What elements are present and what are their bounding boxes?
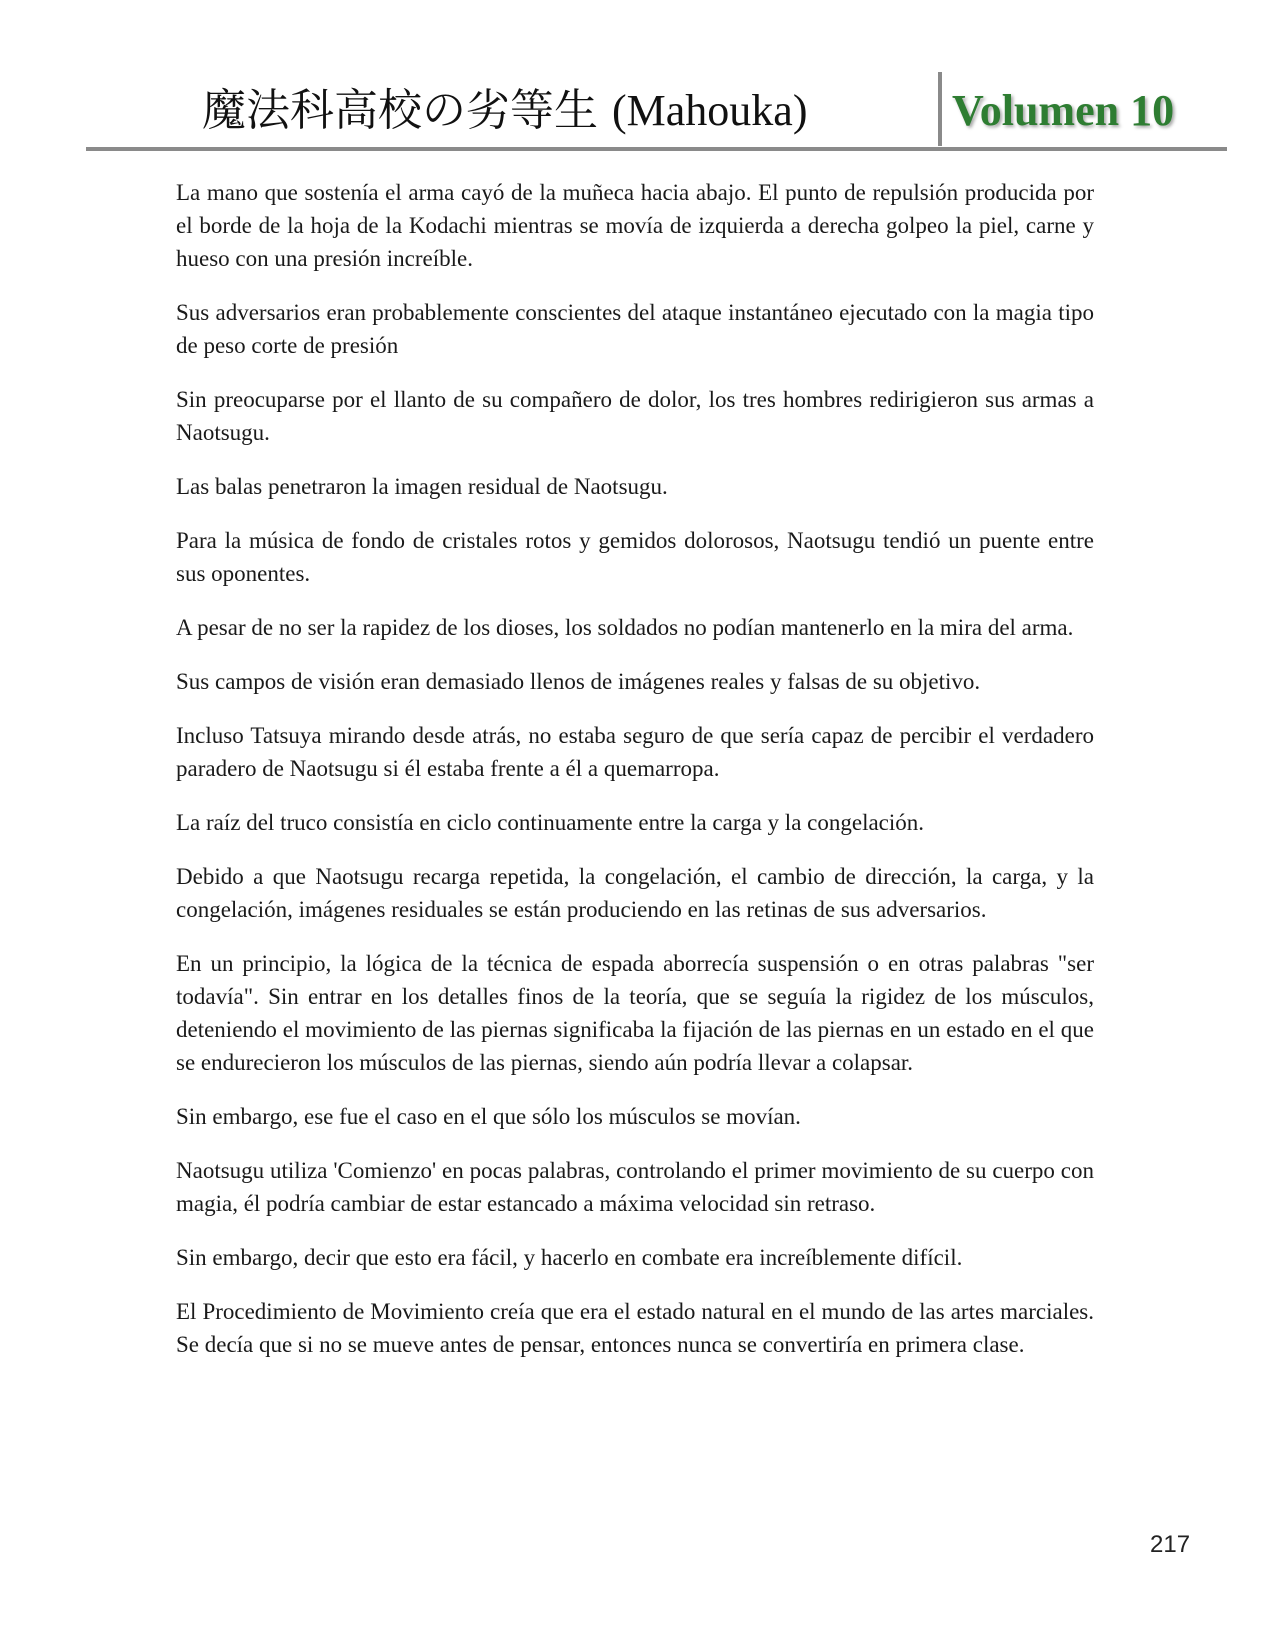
paragraph: Sus adversarios eran probablemente conscientes del ataque instantáneo ejecutado con la magia tipo de peso corte de presión	[176, 300, 1094, 358]
body-text	[176, 176, 1094, 1382]
series-title	[202, 78, 808, 144]
paragraph: Sus campos de visión eran demasiado llenos de imágenes reales y falsas de su objetivo.	[176, 669, 981, 694]
volume-label: Volumen 10	[952, 86, 1175, 135]
paragraph: En un principio, la lógica de la técnica de espada aborrecía suspensión o en otras palabras "ser todavía". Sin entrar en los detalles finos de la teoría, que se seguía la rigidez de los músculos, deteniendo el movimiento de las piernas significaba la fijación de las piernas en un estado en el que se endurecieron los músculos de las piernas, siendo aún podría llevar a colapsar.	[176, 951, 1094, 1075]
paragraph: Incluso Tatsuya mirando desde atrás, no estaba seguro de que sería capaz de percibir el verdadero paradero de Naotsugu si él estaba frente a él a quemarropa.	[176, 723, 1094, 781]
page-number: 217	[1150, 1531, 1191, 1558]
paragraph: Debido a que Naotsugu recarga repetida, la congelación, el cambio de dirección, la carga, y la congelación, imágenes residuales se están produciendo en las retinas de sus adversarios.	[176, 864, 1094, 922]
paragraph: La raíz del truco consistía en ciclo continuamente entre la carga y la congelación.	[176, 810, 925, 835]
header-horizontal-rule	[86, 147, 1227, 151]
paragraph: Las balas penetraron la imagen residual de Naotsugu.	[176, 474, 668, 499]
header-vertical-divider	[938, 72, 942, 146]
paragraph: Sin preocuparse por el llanto de su compañero de dolor, los tres hombres redirigieron sus armas a Naotsugu.	[176, 387, 1094, 445]
paragraph: Para la música de fondo de cristales rotos y gemidos dolorosos, Naotsugu tendió un puente entre sus oponentes.	[176, 528, 1094, 586]
series-title-latin: (Mahouka)	[612, 86, 808, 135]
series-title-japanese: 魔法科高校の劣等生	[202, 85, 598, 136]
paragraph: Naotsugu utiliza 'Comienzo' en pocas palabras, controlando el primer movimiento de su cuerpo con magia, él podría cambiar de estar estancado a máxima velocidad sin retraso.	[176, 1158, 1094, 1216]
paragraph: Sin embargo, decir que esto era fácil, y hacerlo en combate era increíblemente difícil.	[176, 1245, 963, 1270]
paragraph: A pesar de no ser la rapidez de los dioses, los soldados no podían mantenerlo en la mira del arma.	[176, 615, 1074, 640]
paragraph: La mano que sostenía el arma cayó de la muñeca hacia abajo. El punto de repulsión producida por el borde de la hoja de la Kodachi mientras se movía de izquierda a derecha golpeo la piel, carne y hueso con una presión increíble.	[176, 180, 1094, 271]
paragraph: El Procedimiento de Movimiento creía que era el estado natural en el mundo de las artes marciales. Se decía que si no se mueve antes de pensar, entonces nunca se convertiría en primera clase.	[176, 1299, 1094, 1357]
paragraph: Sin embargo, ese fue el caso en el que sólo los músculos se movían.	[176, 1104, 801, 1129]
page-header	[0, 0, 1275, 160]
